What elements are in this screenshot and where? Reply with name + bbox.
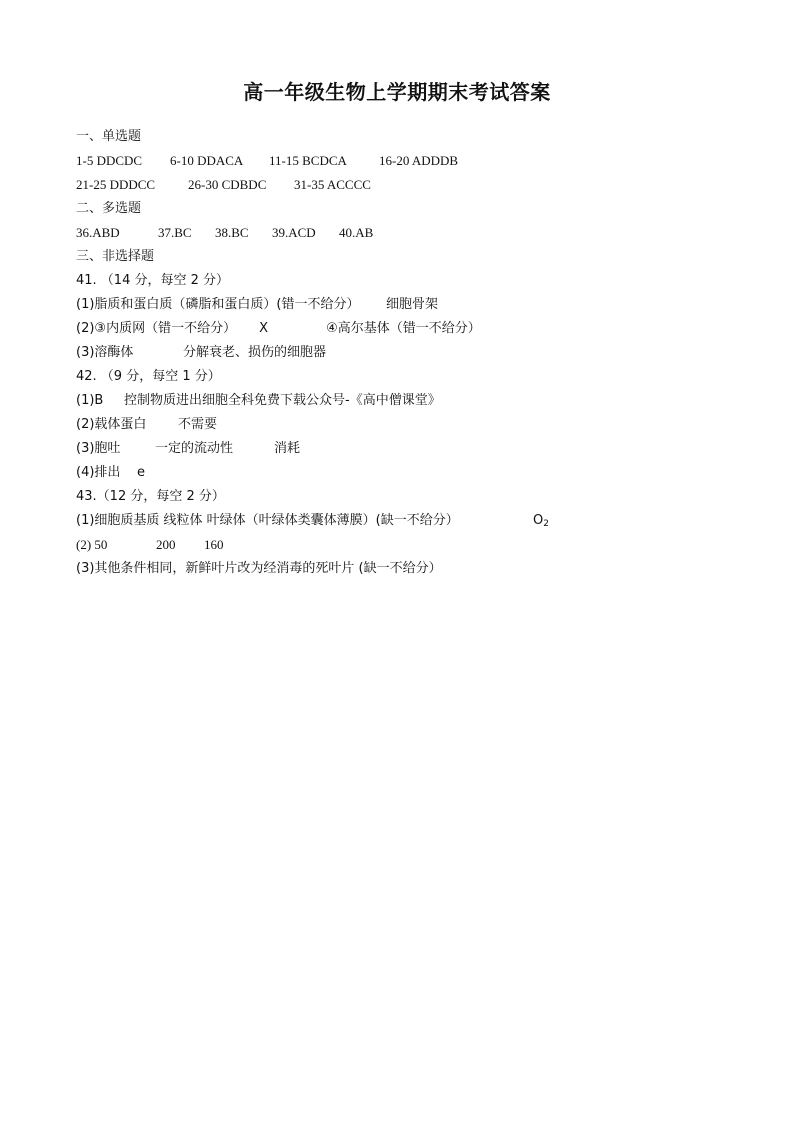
answer-text: (1)细胞质基质 线粒体 叶绿体（叶绿体类囊体薄膜）(缺一不给分） xyxy=(76,513,459,528)
answer-group: 16-20 ADDDB xyxy=(379,153,459,168)
answer-item: 38.BC xyxy=(215,225,249,240)
question-header-text: 43.（12 分，每空 2 分） xyxy=(76,489,225,504)
answer-text: 细胞骨架 xyxy=(386,297,439,312)
answer-text: 不需要 xyxy=(178,417,218,432)
answer-text: 消耗 xyxy=(274,441,301,456)
heading-text: 一、单选题 xyxy=(76,129,142,144)
circled-number-4: ④ xyxy=(326,321,338,336)
oxygen-formula xyxy=(533,511,549,534)
answer-text: (1)脂质和蛋白质（磷脂和蛋白质）(错一不给分） xyxy=(76,297,360,312)
page-title: 高一年级生物上学期期末考试答案 xyxy=(243,80,551,104)
answer-text: X xyxy=(259,321,268,336)
question-header-text: 41. （14 分，每空 2 分） xyxy=(76,273,230,288)
section-heading-single-choice xyxy=(76,127,736,151)
answer-body xyxy=(76,127,736,583)
answer-item: 39.ACD xyxy=(272,225,316,240)
answer-group: 1-5 DDCDC xyxy=(76,153,143,168)
answer-text: 分解衰老、损伤的细胞器 xyxy=(183,345,327,360)
answer-item: 36.ABD xyxy=(76,225,120,240)
multi-choice-row xyxy=(76,223,736,247)
answer-group: 26-30 CDBDC xyxy=(188,177,267,192)
question-41-header xyxy=(76,271,736,295)
question-header-text: 42. （9 分，每空 1 分） xyxy=(76,369,221,384)
answer-text: 控制物质进出细胞全科免费下载公众号-《高中僧课堂》 xyxy=(124,393,441,408)
question-42-line-4 xyxy=(76,463,736,487)
answer-text: (3)溶酶体 xyxy=(76,345,134,360)
section-heading-multi-choice xyxy=(76,199,736,223)
answer-text: (4)排出 xyxy=(76,465,121,480)
answer-text: 200 xyxy=(156,537,176,552)
circled-number-3: ③ xyxy=(94,321,107,336)
question-43-header xyxy=(76,487,736,511)
question-42-header xyxy=(76,367,736,391)
answer-item: 40.AB xyxy=(339,225,374,240)
answer-text: 高尔基体（错一不给分） xyxy=(337,321,481,336)
question-41-line-3 xyxy=(76,343,736,367)
question-42-line-3 xyxy=(76,439,736,463)
answer-group: 21-25 DDDCC xyxy=(76,177,156,192)
answer-text: e xyxy=(137,465,145,480)
answer-text: 内质网（错一不给分） xyxy=(106,321,237,336)
answer-group: 31-35 ACCCC xyxy=(294,177,371,192)
single-choice-row-1 xyxy=(76,151,736,175)
single-choice-row-2 xyxy=(76,175,736,199)
answer-text: (1)B xyxy=(76,393,104,408)
question-42-line-2 xyxy=(76,415,736,439)
question-41-line-1 xyxy=(76,295,736,319)
question-43-line-1 xyxy=(76,511,736,535)
answer-prefix: (2) xyxy=(76,321,95,336)
answer-text: (2)载体蛋白 xyxy=(76,417,147,432)
question-42-line-1 xyxy=(76,391,736,415)
answer-text: (2) 50 xyxy=(76,537,108,552)
heading-text: 二、多选题 xyxy=(76,201,142,216)
answer-item: 37.BC xyxy=(158,225,192,240)
answer-text: 一定的流动性 xyxy=(155,441,234,456)
question-41-line-2 xyxy=(76,319,736,343)
answer-group: 11-15 BCDCA xyxy=(269,153,347,168)
answer-text: (3)其他条件相同，新鲜叶片改为经消毒的死叶片 (缺一不给分） xyxy=(76,561,442,576)
section-heading-non-choice xyxy=(76,247,736,271)
formula-symbol: O xyxy=(533,513,544,528)
answer-text: (3)胞吐 xyxy=(76,441,121,456)
heading-text: 三、非选择题 xyxy=(76,249,155,264)
question-43-line-3 xyxy=(76,559,736,583)
answer-text: 160 xyxy=(204,537,224,552)
answer-group: 6-10 DDACA xyxy=(170,153,244,168)
formula-subscript: 2 xyxy=(543,519,549,529)
question-43-line-2 xyxy=(76,535,736,559)
